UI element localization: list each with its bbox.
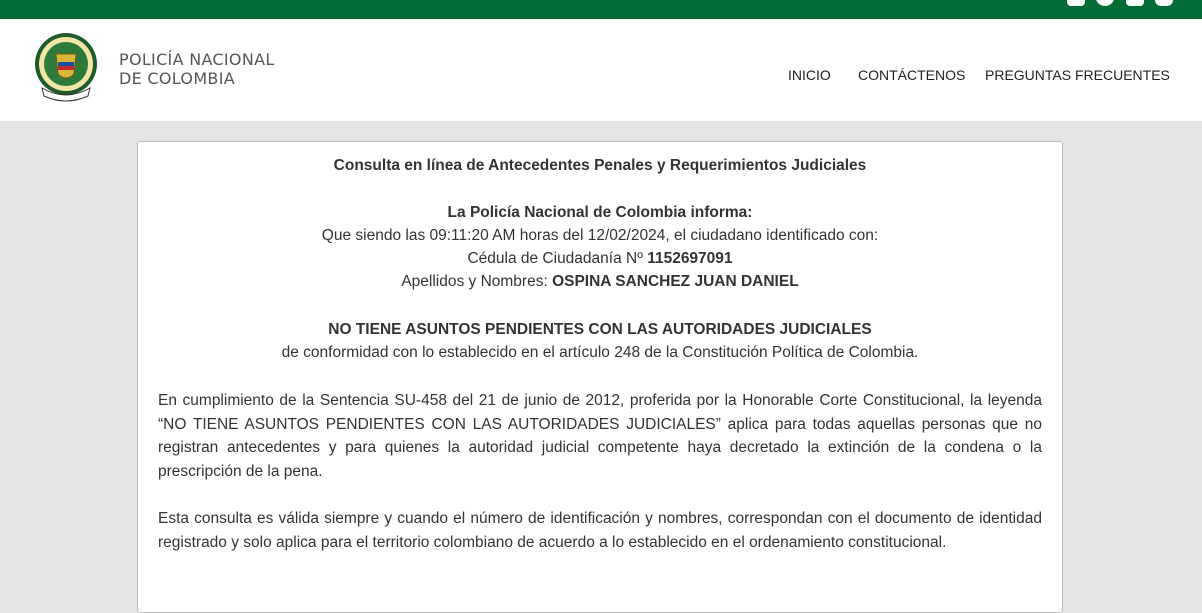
brand-line-2: DE COLOMBIA: [119, 69, 235, 88]
status-heading: NO TIENE ASUNTOS PENDIENTES CON LAS AUTORIDADES JUDICIALES: [328, 321, 872, 338]
paragraph-sentencia: En cumplimiento de la Sentencia SU-458 del 21 de junio de 2012, proferida por la Honorable Corte Constitucional, la leyenda “NO TIENE ASUNTOS PENDIENTES CON LAS AUTORIDADES JUDICIALES” aplica para todas aquellas personas que no registran antecedentes y para quienes la autoridad judicial competente haya decretado la extinción de la condena o la prescripción de la pena.: [158, 392, 1042, 480]
informa-block: [138, 201, 1062, 293]
status-subtext: de conformidad con lo establecido en el artículo 248 de la Constitución Política de Colombia.: [281, 344, 919, 361]
nav-inicio[interactable]: INICIO: [788, 67, 831, 83]
brand-name: [119, 50, 275, 88]
status-block: [138, 318, 1062, 364]
youtube-icon[interactable]: [1067, 0, 1085, 6]
paragraph-validez: Esta consulta es válida siempre y cuando el número de identificación y nombres, correspondan con el documento de identidad registrado y solo aplica para el territorio colombiano de acuerdo a lo establecido en el ordenamiento constitucional.: [158, 510, 1042, 551]
id-number: 1152697091: [647, 250, 733, 267]
names-label: Apellidos y Nombres:: [401, 273, 553, 290]
nav-preguntas-frecuentes[interactable]: PREGUNTAS FRECUENTES: [985, 67, 1170, 83]
names-value: OSPINA SANCHEZ JUAN DANIEL: [552, 273, 799, 290]
informa-heading: La Policía Nacional de Colombia informa:: [447, 204, 753, 221]
police-emblem-logo[interactable]: [34, 30, 98, 102]
id-line: [138, 247, 1062, 270]
email-icon[interactable]: [1126, 0, 1144, 6]
instagram-icon[interactable]: [1155, 0, 1173, 6]
brand-line-1: POLICÍA NACIONAL: [119, 50, 275, 69]
top-bar: [0, 0, 1202, 19]
site-header: [0, 19, 1202, 121]
names-line: [138, 270, 1062, 293]
nav-contactenos[interactable]: CONTÁCTENOS: [858, 67, 966, 83]
page-title: Consulta en línea de Antecedentes Penales y Requerimientos Judiciales: [333, 157, 867, 174]
result-card: [137, 141, 1063, 613]
id-label: Cédula de Ciudadanía Nº: [467, 250, 648, 267]
time-line: Que siendo las 09:11:20 AM horas del 12/02/2024, el ciudadano identificado con:: [321, 227, 879, 244]
pinterest-icon[interactable]: [1096, 0, 1114, 6]
